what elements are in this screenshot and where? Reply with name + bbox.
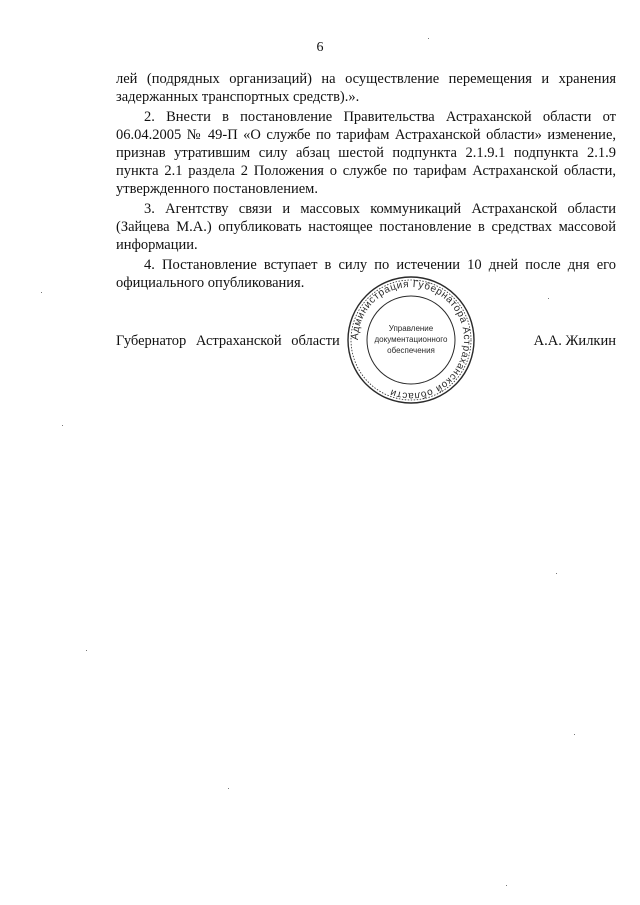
svg-text:обеспечения: обеспечения [387,346,435,355]
signature-title: Губернатор Астраханской области [116,333,340,349]
paragraph-continuation: лей (подрядных организаций) на осуществление перемещения и хранения задержанных транспортных средств).». [116,71,616,105]
svg-text:Управление: Управление [388,324,434,333]
signature-name: А.А. Жилкин [533,333,616,349]
stamp-seal-icon [343,275,479,405]
paragraph-4: 4. Постановление вступает в силу по истечении 10 дней после дня его официального опубликования. [116,257,616,291]
official-stamp [343,275,479,405]
page-number: 6 [316,40,324,55]
document-body [116,70,616,294]
paragraph-3: 3. Агентству связи и массовых коммуникаций Астраханской области (Зайцева М.А.) опубликовать настоящее постановление в средствах массовой информации. [116,201,616,253]
svg-text:документационного: документационного [374,335,448,344]
paragraph-2: 2. Внести в постановление Правительства Астраханской области от 06.04.2005 № 49-П «О службе по тарифам Астраханской области» изменение, признав утратившим силу абзац шестой подпункта 2.1.9.1 подпункта 2.1.9 пункта 2.1 раздела 2 Положения о службе по тарифам Астраханской области, утвержденного постановлением. [116,109,616,197]
svg-text:Администрация Губернатора Астр: Администрация Губернатора Астраханской области [349,278,473,402]
